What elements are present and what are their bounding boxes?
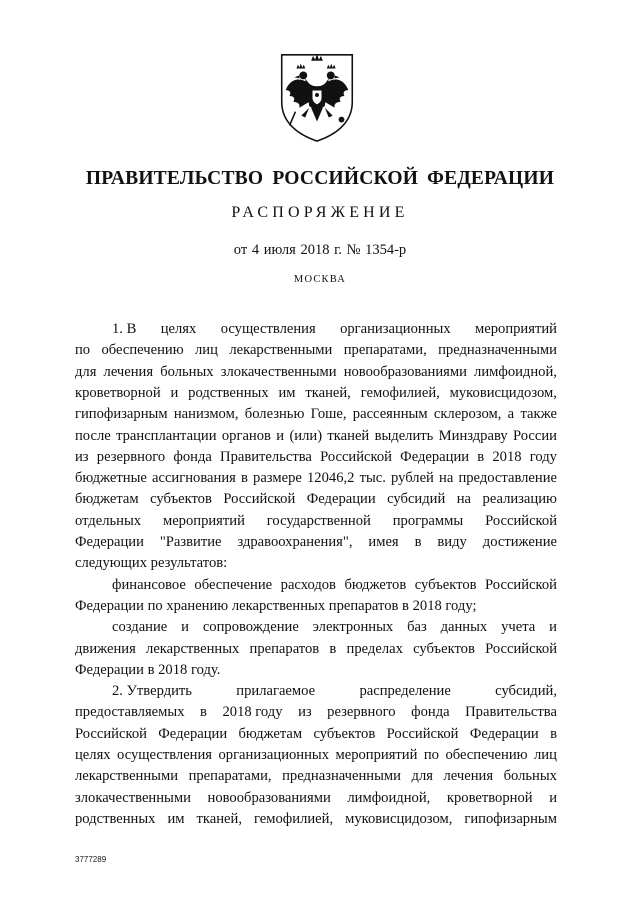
body-word: Российской	[320, 448, 392, 465]
body-word: и	[549, 789, 557, 806]
body-word: бюджетные	[75, 470, 147, 487]
body-word: и	[549, 619, 557, 636]
body-line	[112, 681, 557, 702]
body-word: нанизмом,	[173, 406, 239, 423]
body-word: движения	[75, 640, 136, 657]
body-word: прилагаемое	[236, 683, 316, 700]
body-word: 1. В	[112, 321, 137, 337]
body-word: следующих результатов:	[75, 555, 228, 572]
coat-of-arms-icon	[268, 47, 366, 145]
body-word: в	[200, 704, 207, 721]
body-word: из	[298, 704, 312, 721]
body-word: предоставляемых	[75, 704, 185, 721]
body-word: субъектов	[413, 640, 475, 657]
body-word: пределах	[346, 640, 403, 657]
body-word: организационных	[218, 747, 330, 763]
body-line	[75, 532, 557, 553]
document-type: РАСПОРЯЖЕНИЕ	[231, 204, 409, 221]
body-word: болезнью	[244, 406, 305, 423]
body-line	[75, 489, 557, 510]
body-word: резервного	[96, 448, 166, 465]
body-word: бюджетам	[238, 725, 303, 742]
body-word: бюджетов	[344, 576, 407, 593]
body-word: Российской	[386, 725, 459, 742]
body-word: размере	[253, 470, 302, 487]
body-word: лимфоидной,	[347, 789, 431, 806]
body-word: Правительства	[465, 704, 557, 721]
body-word: новообразованиями	[207, 789, 331, 806]
body-line	[75, 809, 557, 830]
body-word: организационных	[340, 321, 451, 337]
body-word: 2. Утвердить	[112, 683, 192, 700]
body-word: Федерации	[158, 725, 228, 742]
body-word: распределение	[359, 683, 451, 700]
body-word: лиц	[534, 747, 557, 763]
body-word: Федерации	[400, 448, 470, 465]
body-word: субъектов	[414, 576, 477, 593]
body-word: Российской	[223, 491, 296, 508]
body-word: органов	[221, 427, 271, 444]
body-word: ассигнования	[152, 470, 236, 487]
body-word: создание	[112, 619, 168, 636]
body-line	[75, 639, 557, 660]
body-word: фонда	[411, 704, 450, 721]
body-word: для	[411, 768, 433, 785]
body-word: Российской	[485, 576, 557, 593]
body-word: тканей,	[196, 810, 242, 827]
body-word: Российской	[485, 512, 557, 529]
body-word: лечения	[443, 768, 494, 785]
body-word: рассеянным	[352, 406, 428, 423]
body-word: Федерации	[75, 534, 144, 550]
body-word: больных	[160, 363, 214, 380]
body-word: данных	[440, 619, 488, 636]
body-word: муковисцидозом,	[449, 384, 557, 401]
body-word: кроветворной	[75, 384, 161, 401]
body-word: в	[477, 448, 485, 465]
body-word: расходов	[280, 576, 336, 593]
body-word: Федерации по хранению лекарственных препаратов в 2018 году;	[75, 597, 477, 614]
body-word: им	[278, 384, 296, 401]
body-word: резервного	[327, 704, 396, 721]
body-word: "Развитие	[159, 534, 222, 550]
body-word: осуществления	[220, 321, 316, 337]
body-word: мероприятий	[162, 512, 245, 529]
body-word: препаратами,	[188, 768, 272, 785]
body-word: здравоохранения",	[237, 534, 353, 550]
body-word: и	[181, 619, 189, 636]
body-word: а	[507, 406, 515, 423]
body-word: препаратами,	[343, 342, 427, 359]
body-word: Федерации в 2018 году.	[75, 661, 221, 678]
body-line	[75, 553, 557, 574]
body-line	[75, 383, 557, 404]
body-line	[75, 426, 557, 447]
body-line	[75, 362, 557, 383]
body-word: тканей,	[305, 384, 351, 401]
body-word: кроветворной	[446, 789, 533, 806]
body-word: по	[75, 342, 91, 359]
body-word: субсидий,	[495, 683, 557, 700]
body-word: достижение	[482, 534, 557, 550]
body-word: году	[529, 448, 557, 465]
body-line	[75, 660, 557, 681]
body-word: реализацию	[482, 491, 557, 508]
body-word: муковисцидозом,	[345, 810, 453, 827]
document-city: МОСКВА	[293, 274, 347, 285]
body-line	[75, 724, 557, 745]
body-line	[112, 575, 557, 596]
body-word: злокачественными	[75, 789, 191, 806]
body-word: финансовое	[112, 576, 186, 593]
body-word: новообразованиями	[343, 363, 467, 380]
body-word: больных	[503, 768, 557, 785]
body-word: из	[75, 448, 89, 465]
body-word: гипофизарным	[75, 406, 168, 423]
government-title: ПРАВИТЕЛЬСТВО РОССИЙСКОЙ ФЕДЕРАЦИИ	[85, 168, 555, 189]
body-word: трансплантации	[116, 427, 217, 444]
body-word: обеспечение	[194, 576, 273, 593]
body-word: Минздраву	[438, 427, 508, 444]
body-word: лечения	[103, 363, 154, 380]
body-word: тыс.	[359, 470, 386, 487]
body-word: в	[329, 640, 337, 657]
body-word: целях	[160, 321, 197, 337]
body-line	[75, 788, 557, 809]
body-word: целях	[75, 747, 111, 763]
body-word: после	[75, 427, 111, 444]
body-word: Правительства	[220, 448, 312, 465]
body-word: обеспечению	[445, 747, 528, 763]
body-word: осуществления	[117, 747, 213, 763]
body-word: сопровождение	[202, 619, 299, 636]
body-word: родственных	[188, 384, 269, 401]
body-word: для	[75, 363, 97, 380]
body-word: предназначенными	[438, 342, 557, 359]
body-word: учета	[501, 619, 536, 636]
body-word: лекарственными	[229, 342, 333, 359]
body-word: также	[520, 406, 557, 423]
body-word: 2018 году	[222, 704, 283, 721]
body-line	[75, 340, 557, 361]
body-word: Российской	[485, 640, 557, 657]
body-word: предоставление	[458, 470, 557, 487]
document-code: 3777289	[75, 855, 107, 864]
body-word: выделить	[374, 427, 434, 444]
body-word: баз	[407, 619, 427, 636]
body-word: Гоше,	[310, 406, 347, 423]
body-word: рублей	[391, 470, 434, 487]
body-word: мероприятий	[335, 747, 418, 763]
body-line	[75, 745, 557, 766]
body-line	[75, 702, 557, 723]
body-line	[112, 319, 557, 340]
body-word: 2018	[492, 448, 522, 465]
body-word: родственных	[75, 810, 156, 827]
body-line	[75, 596, 557, 617]
body-word: субъектов	[313, 725, 376, 742]
body-word: гемофилией,	[360, 384, 440, 401]
body-word: тканей	[327, 427, 370, 444]
body-word: виду	[437, 534, 467, 550]
document-date-number: от 4 июля 2018 г. № 1354-р	[233, 242, 407, 258]
body-word: государственной	[266, 512, 371, 529]
body-word: гипофизарным	[464, 810, 557, 827]
body-word: бюджетам	[75, 491, 139, 508]
body-word: лимфоидной,	[474, 363, 557, 380]
body-word: и	[276, 427, 285, 444]
body-word: мероприятий	[475, 321, 557, 337]
body-word: субъектов	[150, 491, 212, 508]
body-word: склерозом,	[433, 406, 502, 423]
body-word: на	[439, 470, 454, 487]
body-word: электронных	[312, 619, 394, 636]
body-word: лекарственными	[75, 768, 179, 785]
body-word: России	[513, 427, 557, 444]
body-word: имея	[368, 534, 399, 550]
body-word: отдельных	[75, 512, 142, 529]
body-word: лиц	[195, 342, 218, 359]
body-word: (или)	[289, 427, 323, 444]
body-word: Российской	[75, 725, 147, 742]
body-line	[75, 511, 557, 532]
body-word: в	[414, 534, 422, 550]
body-line	[112, 617, 557, 638]
body-word: в	[550, 725, 557, 742]
body-word: им	[167, 810, 185, 827]
body-word: Федерации	[306, 491, 376, 508]
body-word: обеспечению	[101, 342, 184, 359]
body-line	[75, 468, 557, 489]
body-word: злокачественными	[220, 363, 337, 380]
body-line	[75, 447, 557, 468]
body-word: 12046,2	[307, 470, 355, 487]
body-word: гемофилией,	[254, 810, 334, 827]
body-word: предназначенными	[282, 768, 401, 785]
body-word: на	[456, 491, 472, 508]
body-word: препаратов	[249, 640, 320, 657]
body-word: по	[423, 747, 439, 763]
body-word: лекарственных	[146, 640, 240, 657]
body-word: субсидий	[387, 491, 446, 508]
body-word: в	[240, 470, 248, 487]
body-word: программы	[392, 512, 464, 529]
body-word: фонда	[173, 448, 212, 465]
body-word: и	[170, 384, 179, 401]
body-line	[75, 404, 557, 425]
body-word: Федерации	[469, 725, 539, 742]
body-line	[75, 766, 557, 787]
